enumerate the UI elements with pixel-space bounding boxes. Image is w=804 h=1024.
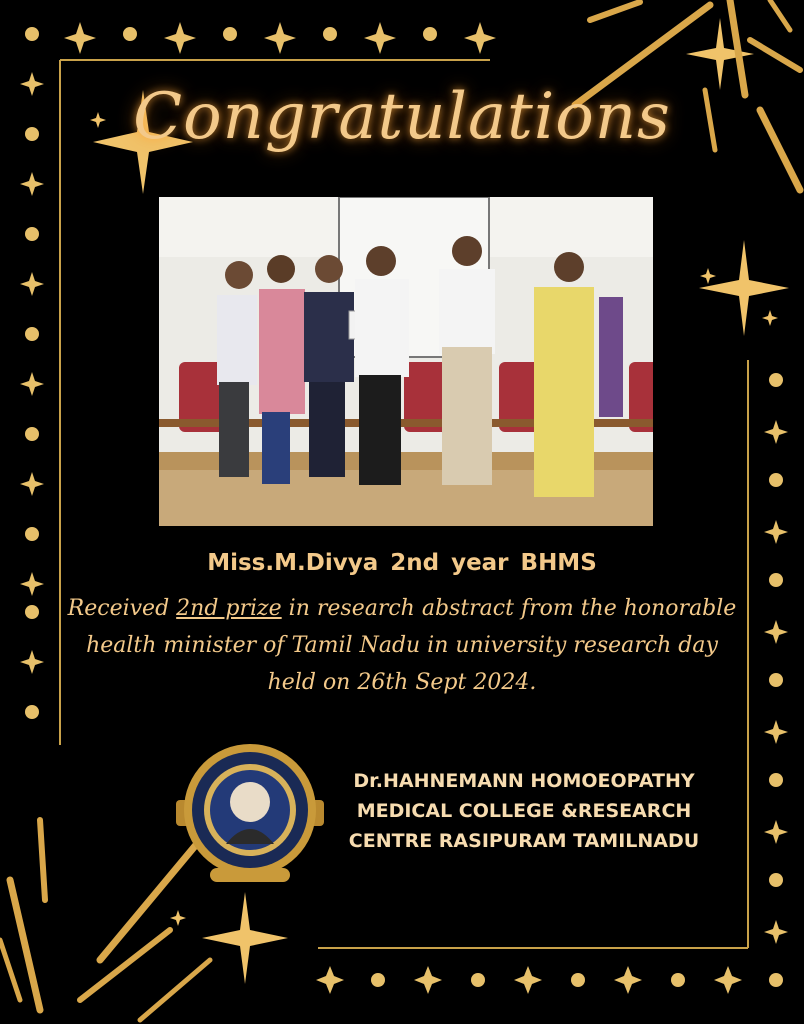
message-part2: in research abstract from the honorable health minister of Tamil Nadu in university research day held on 26th Sept 2024. — [86, 596, 737, 695]
award-photo — [159, 197, 653, 526]
college-line-2: MEDICAL COLLEGE &RESEARCH — [356, 800, 692, 822]
left-dot-column — [20, 72, 44, 719]
top-dot-row — [25, 22, 496, 54]
bottom-dot-row — [316, 966, 783, 994]
recipient-line: Miss.M.Divya 2nd year BHMS — [207, 550, 597, 576]
page-title: Congratulations — [133, 80, 671, 154]
college-line-3: CENTRE RASIPURAM TAMILNADU — [348, 830, 700, 852]
award-message — [60, 590, 744, 701]
college-seal-icon — [176, 740, 324, 888]
college-line-1: Dr.HAHNEMANN HOMOEOPATHY — [353, 770, 695, 792]
message-part1: Received — [67, 596, 177, 621]
college-name — [328, 766, 720, 856]
right-dot-column — [764, 373, 788, 944]
prize-text: 2nd prize — [176, 596, 282, 621]
